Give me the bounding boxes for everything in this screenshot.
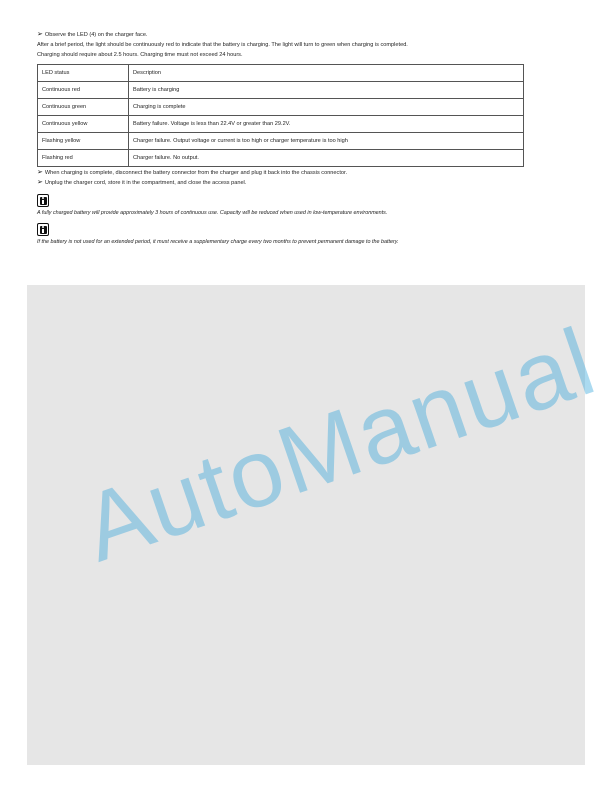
table-row	[38, 150, 524, 167]
table-cell: Battery is charging	[129, 82, 524, 99]
table-cell: Flashing red	[38, 150, 129, 167]
table-cell: Charger failure. Output voltage or current is too high or charger temperature is too high	[129, 133, 524, 150]
info-note-icon	[37, 223, 49, 236]
table-cell: Continuous yellow	[38, 116, 129, 133]
step-observe-text: Observe the LED (4) on the charger face.	[44, 32, 148, 38]
step-disconnect	[37, 168, 575, 178]
note-capacity: A fully charged battery will provide approximately 3 hours of continuous use. Capacity will be reduced when used in low-temperature environments.	[37, 210, 388, 216]
table-header-row	[38, 65, 524, 82]
step-observe	[37, 30, 575, 40]
table-cell: Continuous red	[38, 82, 129, 99]
table-cell: Continuous green	[38, 99, 129, 116]
note-storage: If the battery is not used for an extended period, it must receive a supplementary charge every two months to prevent permanent damage to the battery.	[37, 239, 399, 245]
table-row	[38, 99, 524, 116]
table-header-cell: Description	[129, 65, 524, 82]
table-cell: Charging is complete	[129, 99, 524, 116]
bullet-arrow-icon: ➢	[37, 31, 43, 38]
bullet-arrow-icon: ➢	[37, 179, 43, 186]
step-unplug	[37, 178, 575, 188]
table-row	[38, 133, 524, 150]
led-status-table	[37, 64, 524, 167]
document-content	[27, 27, 585, 285]
table-cell: Flashing yellow	[38, 133, 129, 150]
paragraph-line: After a brief period, the light should be continuously red to indicate that the battery is charging. The light will turn to green when charging is completed.	[37, 42, 408, 48]
paragraph-line: Charging should require about 2.5 hours. Charging time must not exceed 24 hours.	[37, 52, 243, 58]
step-unplug-text: Unplug the charger cord, store it in the compartment, and close the access panel.	[44, 180, 247, 186]
info-note-icon	[37, 194, 49, 207]
watermark: AutoManual	[70, 307, 609, 583]
table-cell: Battery failure. Voltage is less than 22.4V or greater than 29.2V.	[129, 116, 524, 133]
step-disconnect-text: When charging is complete, disconnect the battery connector from the charger and plug it back into the chassis connector.	[44, 170, 348, 176]
table-cell: Charger failure. No output.	[129, 150, 524, 167]
bullet-arrow-icon: ➢	[37, 169, 43, 176]
table-header-cell: LED status	[38, 65, 129, 82]
table-row	[38, 82, 524, 99]
table-row	[38, 116, 524, 133]
